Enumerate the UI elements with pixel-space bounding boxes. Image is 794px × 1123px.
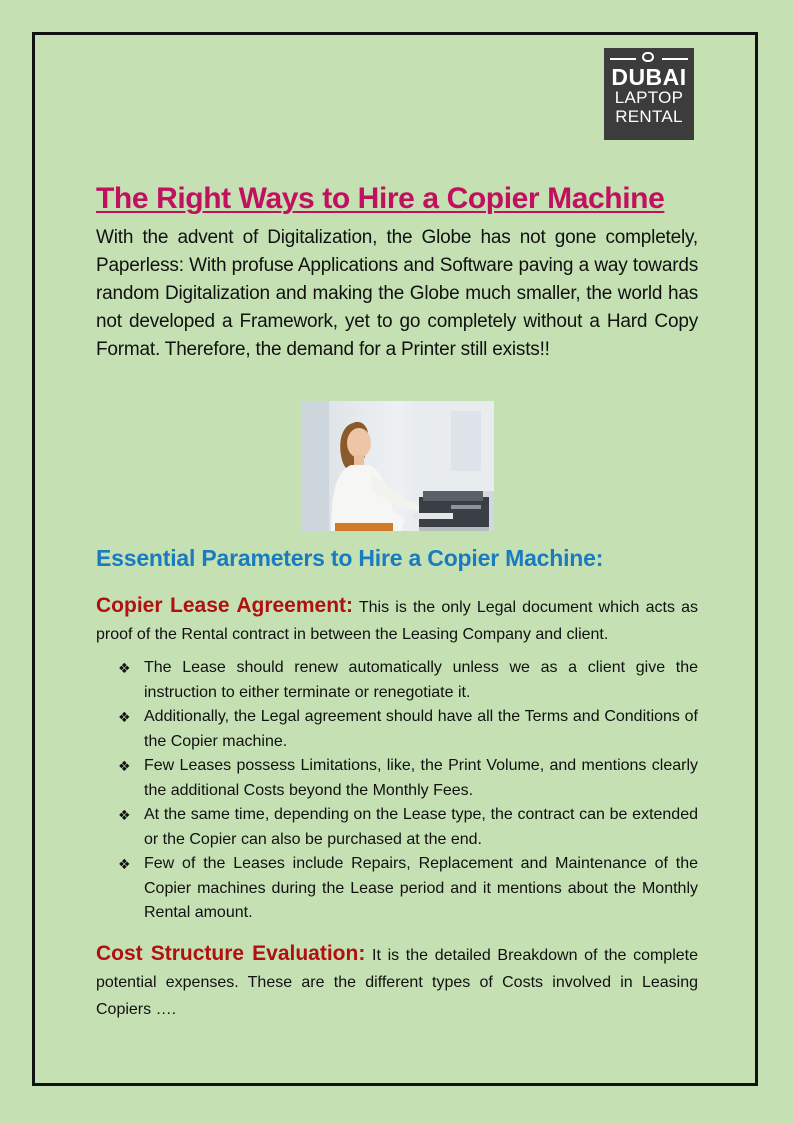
list-item: ❖ At the same time, depending on the Lease type, the contract can be extended or the Copier can also be purchased at the end. <box>118 803 698 852</box>
cost-text: It is the detailed Breakdown of the complete potential expenses. These are the different types of Costs involved in Leasing Copiers …. <box>96 947 698 1018</box>
list-item: ❖ Few Leases possess Limitations, like, the Print Volume, and mentions clearly the additional Costs beyond the Monthly Fees. <box>118 754 698 803</box>
list-item: ❖ Few of the Leases include Repairs, Replacement and Maintenance of the Copier machines during the Lease period and it mentions about the Monthly Rental amount. <box>118 852 698 926</box>
lease-bullet-list <box>118 656 698 926</box>
woman-using-copier-photo <box>301 401 494 531</box>
cost-lead: Cost Structure Evaluation: <box>96 942 366 965</box>
company-logo <box>604 48 694 140</box>
lease-paragraph <box>96 592 698 648</box>
bullet-diamond-icon: ❖ <box>118 758 131 774</box>
logo-laptop-mark <box>604 48 694 66</box>
intro-paragraph: With the advent of Digitalization, the Globe has not gone completely, Paperless: With profuse Applications and Software paving a way towards random Digitalization and making the Globe much smaller, the world has not developed a Framework, yet to go completely without a Hard Copy Format. Therefore, the demand for a Printer still exists!! <box>96 227 698 360</box>
logo-line-3: RENTAL <box>615 107 683 126</box>
list-item: ❖ Additionally, the Legal agreement should have all the Terms and Conditions of the Copier machine. <box>118 705 698 754</box>
bullet-diamond-icon: ❖ <box>118 856 131 872</box>
bullet-diamond-icon: ❖ <box>118 709 131 725</box>
section-heading: Essential Parameters to Hire a Copier Machine: <box>96 545 604 571</box>
lease-text: This is the only Legal document which acts as proof of the Rental contract in between the Leasing Company and client. <box>96 599 698 643</box>
lease-lead: Copier Lease Agreement: <box>96 594 354 617</box>
cost-paragraph <box>96 940 698 1023</box>
logo-line-1: DUBAI <box>611 64 687 90</box>
bullet-diamond-icon: ❖ <box>118 660 131 676</box>
page-title: The Right Ways to Hire a Copier Machine <box>96 182 665 215</box>
bullet-diamond-icon: ❖ <box>118 807 131 823</box>
list-item: ❖ The Lease should renew automatically unless we as a client give the instruction to either terminate or renegotiate it. <box>118 656 698 705</box>
logo-line-2: LAPTOP <box>614 88 684 107</box>
